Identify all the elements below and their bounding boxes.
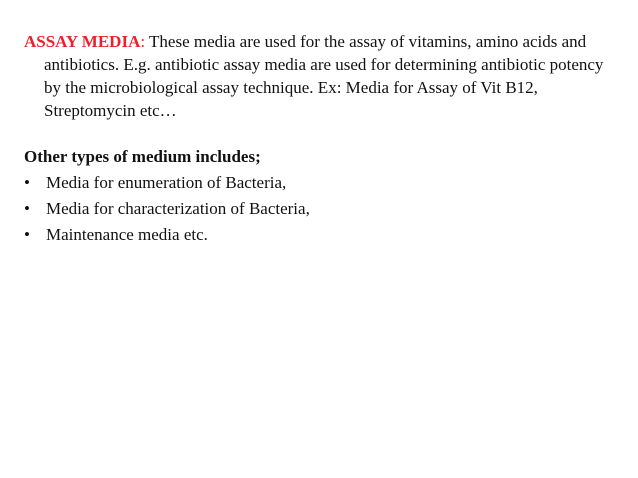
assay-media-separator: :: [140, 32, 146, 51]
list-item: [24, 196, 624, 222]
assay-media-term: ASSAY MEDIA: [24, 32, 141, 51]
media-types-list: [24, 170, 624, 248]
list-item-text: Media for enumeration of Bacteria,: [46, 173, 287, 192]
assay-media-description: These media are used for the assay of vitamins, amino acids and antibiotics. E.g. antibiotic assay media are used for determining antibiotic potency by the microbiological assay technique. Ex: Media for Assay of Vit B12, Streptomycin etc…: [44, 32, 604, 120]
assay-media-paragraph: [24, 30, 624, 122]
list-item: [24, 170, 624, 196]
list-item: [24, 222, 624, 248]
list-item-text: Media for characterization of Bacteria,: [46, 199, 310, 218]
bullet-icon: •: [24, 225, 30, 244]
bullet-icon: •: [24, 173, 30, 192]
list-item-text: Maintenance media etc.: [46, 225, 208, 244]
bullet-icon: •: [24, 199, 30, 218]
slide-content: [24, 30, 624, 248]
other-types-heading: Other types of medium includes;: [24, 147, 261, 166]
